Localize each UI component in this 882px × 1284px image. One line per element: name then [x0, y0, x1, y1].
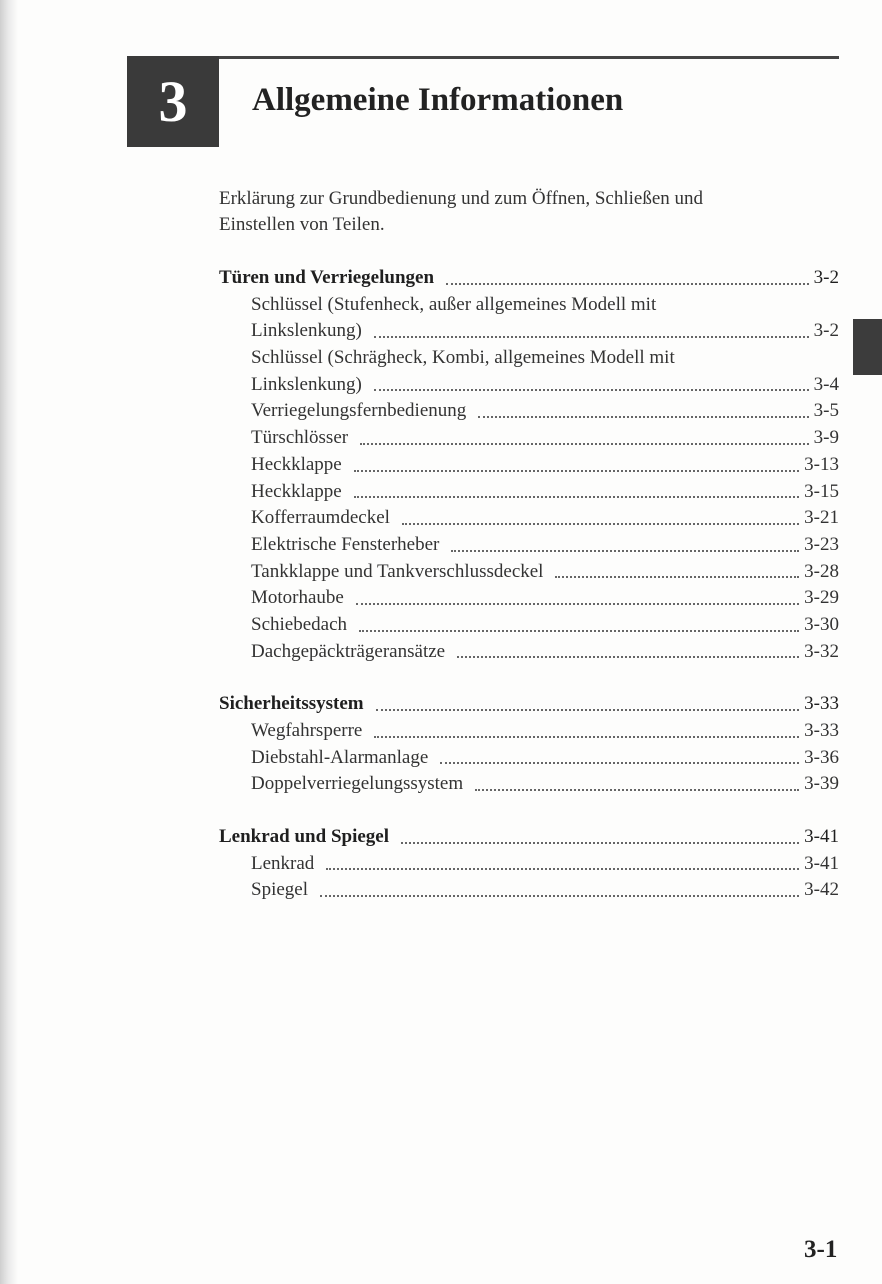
dot-leader — [374, 735, 799, 738]
toc-entry-title: Diebstahl-Alarmanlage — [251, 746, 429, 768]
toc-entry-title: Wegfahrsperre — [251, 720, 363, 741]
toc-entry-title: Doppelverriegelungssystem — [251, 773, 464, 795]
toc-section-heading — [219, 691, 839, 718]
toc-entry — [219, 612, 839, 639]
dot-leader — [354, 495, 799, 498]
toc-entry — [219, 718, 839, 745]
toc-page-number: 3-32 — [804, 640, 839, 662]
dot-leader — [356, 602, 799, 605]
toc-section — [219, 265, 839, 665]
toc-entry-title: Schlüssel (Schrägheck, Kombi, allgemeines Modell mit — [251, 347, 675, 369]
toc-page-number: 3-41 — [804, 852, 839, 874]
toc-entry — [219, 851, 839, 878]
dot-leader — [475, 788, 799, 791]
dot-leader — [320, 894, 799, 897]
toc-entry — [219, 425, 839, 452]
toc-entry-title: Lenkrad — [251, 852, 315, 874]
toc-entry-title: Spiegel — [251, 879, 308, 901]
dot-leader — [401, 841, 799, 844]
toc-page-number: 3-4 — [813, 373, 839, 395]
dot-leader — [374, 388, 809, 391]
toc-page-number: 3-42 — [804, 879, 839, 901]
toc-section — [219, 824, 839, 904]
toc-page-number: 3-33 — [804, 693, 839, 715]
toc-entry-title: Verriegelungsfernbedienung — [251, 400, 467, 422]
toc-section — [219, 691, 839, 798]
toc-page-number: 3-36 — [804, 746, 839, 768]
toc-entry — [219, 585, 839, 612]
toc-entry-title: Dachgepäckträgeransätze — [251, 640, 446, 662]
dot-leader — [354, 469, 799, 472]
toc-page-number: 3-30 — [804, 613, 839, 635]
toc-entry — [219, 532, 839, 559]
page-number: 3-1 — [804, 1236, 838, 1263]
dot-leader — [326, 867, 799, 870]
toc-entry-title: Motorhaube — [251, 587, 344, 609]
dot-leader — [402, 522, 799, 525]
toc-page-number: 3-9 — [813, 427, 839, 449]
toc-entry-title: Sicherheitssystem — [219, 693, 364, 715]
toc-entry-title: Türschlösser — [251, 427, 349, 449]
dot-leader — [376, 708, 800, 711]
toc-page-number: 3-2 — [813, 320, 839, 342]
dot-leader — [478, 415, 808, 418]
toc-entry — [219, 398, 839, 425]
toc-entry-title: Tankklappe und Tankverschlussdeckel — [251, 560, 544, 582]
header-rule — [218, 56, 839, 59]
toc-section-heading — [219, 824, 839, 851]
toc-entry-title: Schlüssel (Stufenheck, außer allgemeines Modell mit — [251, 293, 657, 315]
toc-page-number: 3-13 — [804, 453, 839, 475]
table-of-contents — [219, 265, 839, 930]
toc-page-number: 3-23 — [804, 533, 839, 555]
toc-page-number: 3-33 — [804, 720, 839, 741]
toc-section-heading — [219, 265, 839, 292]
toc-entry-title: Linkslenkung) — [251, 320, 362, 342]
chapter-title: Allgemeine Informationen — [252, 82, 624, 118]
toc-entry-title: Schiebedach — [251, 613, 348, 635]
toc-entry-title: Lenkrad und Spiegel — [219, 826, 389, 848]
toc-entry — [219, 318, 839, 345]
dot-leader — [359, 629, 799, 632]
toc-entry — [219, 771, 839, 798]
dot-leader — [360, 442, 809, 445]
chapter-intro — [219, 186, 839, 238]
toc-page-number: 3-41 — [804, 826, 839, 848]
toc-entry-title: Kofferraumdeckel — [251, 507, 390, 529]
dot-leader — [440, 761, 799, 764]
dot-leader — [451, 549, 799, 552]
toc-entry-title: Türen und Verriegelungen — [219, 267, 435, 288]
dot-leader — [374, 335, 809, 338]
toc-entry — [219, 639, 839, 666]
toc-entry-title: Linkslenkung) — [251, 373, 362, 395]
toc-page-number: 3-21 — [804, 507, 839, 529]
toc-entry-title: Heckklappe — [251, 480, 342, 502]
intro-line: Einstellen von Teilen. — [219, 214, 385, 235]
toc-page-number: 3-2 — [813, 267, 839, 288]
toc-entry — [219, 745, 839, 772]
dot-leader — [446, 282, 809, 285]
toc-page-number: 3-29 — [804, 587, 839, 609]
intro-line: Erklärung zur Grundbedienung und zum Öffnen, Schließen und — [219, 188, 704, 209]
scan-edge-shadow — [0, 0, 18, 1284]
toc-page-number: 3-28 — [804, 560, 839, 582]
chapter-thumb-tab — [853, 319, 882, 375]
dot-leader — [555, 575, 799, 578]
toc-entry-title: Elektrische Fensterheber — [251, 533, 440, 555]
toc-entry — [219, 479, 839, 506]
toc-page-number: 3-39 — [804, 773, 839, 795]
toc-entry — [219, 559, 839, 586]
chapter-number-box: 3 — [127, 56, 219, 147]
toc-entry — [219, 452, 839, 479]
toc-entry-title: Heckklappe — [251, 453, 342, 475]
toc-page-number: 3-5 — [813, 400, 839, 422]
toc-entry — [219, 877, 839, 904]
dot-leader — [457, 655, 799, 658]
toc-entry — [219, 372, 839, 399]
toc-entry — [219, 505, 839, 532]
toc-page-number: 3-15 — [804, 480, 839, 502]
